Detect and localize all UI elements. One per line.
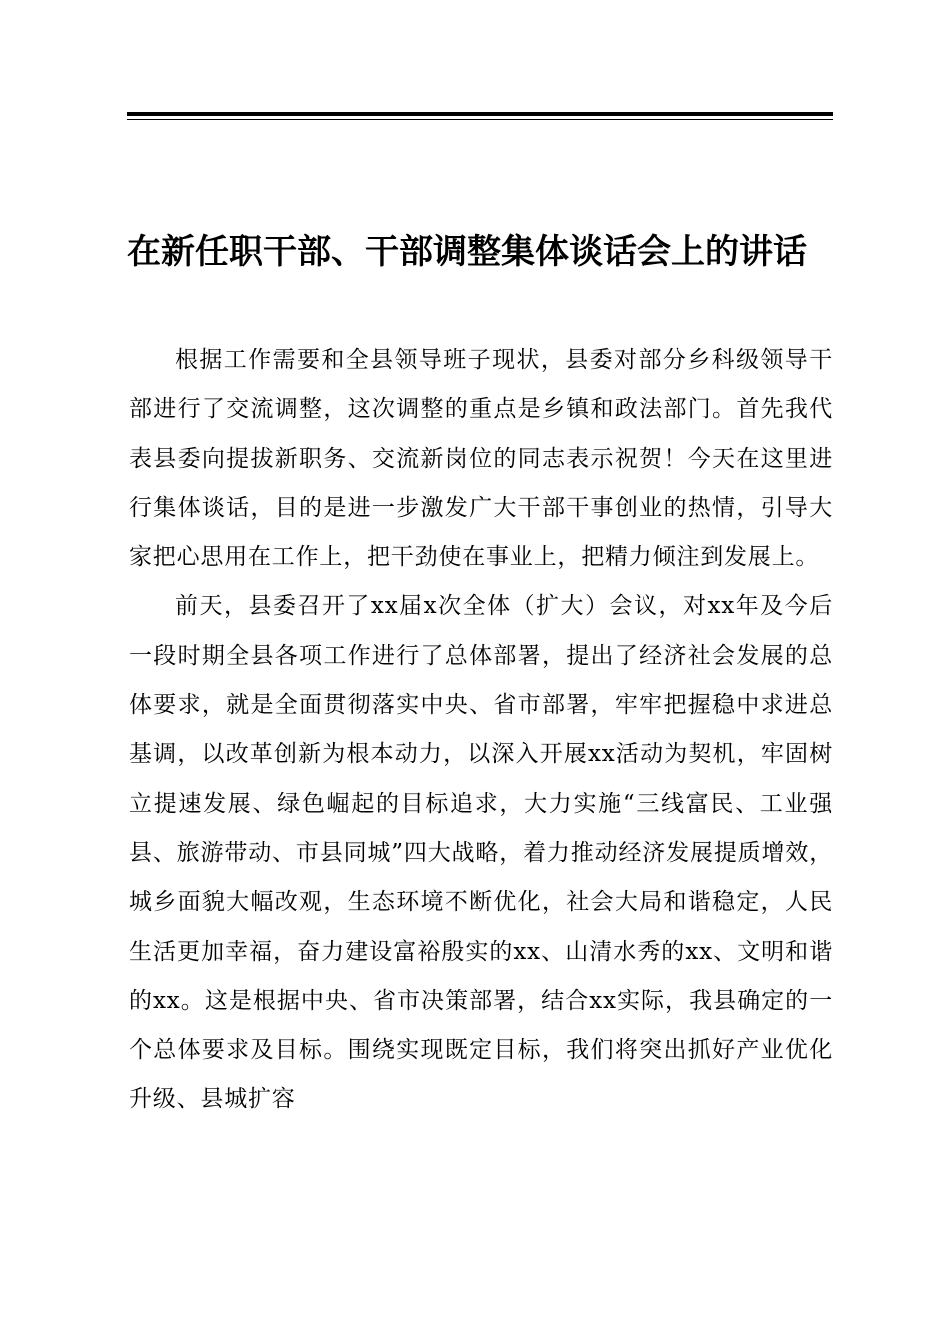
paragraph-2: 前天，县委召开了xx届x次全体（扩大）会议，对xx年及今后一段时期全县各项工作进行了总体部署，提出了经济社会发展的总体要求，就是全面贯彻落实中央、省市部署，牢牢把握稳中求进总基调，以改革创新为根本动力，以深入开展xx活动为契机，牢固树立提速发展、绿色崛起的目标追求，大力实施“三线富民、工业强县、旅游带动、市县同城”四大战略，着力推动经济发展提质增效，城乡面貌大幅改观，生态环境不断优化，社会大局和谐稳定，人民生活更加幸福，奋力建设富裕殷实的xx、山清水秀的xx、文明和谐的xx。这是根据中央、省市决策部署，结合xx实际，我县确定的一个总体要求及目标。围绕实现既定目标，我们将突出抓好产业优化升级、县城扩容 bbox=[129, 593, 833, 1113]
header-double-rule-thin bbox=[127, 119, 833, 120]
document-title: 在新任职干部、干部调整集体谈话会上的讲话 bbox=[127, 232, 807, 272]
document-body bbox=[129, 336, 833, 1125]
paragraph-1: 根据工作需要和全县领导班子现状，县委对部分乡科级领导干部进行了交流调整，这次调整的重点是乡镇和政法部门。首先我代表县委向提拔新职务、交流新岗位的同志表示祝贺！今天在这里进行集体谈话，目的是进一步激发广大干部干事创业的热情，引导大家把心思用在工作上，把干劲使在事业上，把精力倾注到发展上。 bbox=[129, 347, 833, 571]
header-double-rule-thick bbox=[127, 112, 833, 116]
